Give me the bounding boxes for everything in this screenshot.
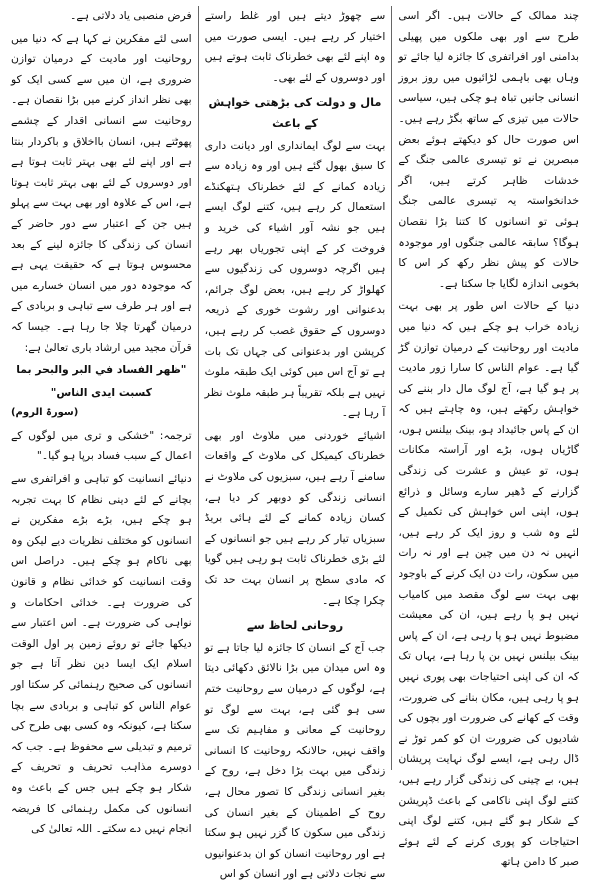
paragraph: دنیا کے حالات اس طور پر بھی بہت زیادہ خراب ہو چکے ہیں کہ دنیا میں مادیت اور روحانیت کے درمیان توازن گڑ گیا ہے۔ عوام الناس کا سارا زور مادیت پر ہو گیا ہے، آج لوگ مال دار بننے کی خواہش رکھتے ہیں، وہ چاہتے ہیں کہ ان کے پاس جائیداد ہو، بینک بیلنس ہوں، گاڑیاں ہوں، بڑے اور آراستہ مکانات ہوں، تو عیش و عشرت کی زندگی گزارنے کے ڈھیر سارے وسائل و ذرائع ہوں، اپنی اس خواہش کی تکمیل کے لئے وہ شب و روز ایک کر رہے ہیں، انہیں نہ دن میں چین ہے اور نہ رات میں سکون، رات دن ایک کرنے کے باوجود بھی بہت سے لوگ مقصد میں کامیاب نہیں ہو پا رہے ہیں، ان کی معیشت مضبوط نہیں ہو پا رہی ہے، ان کے پاس بینک بیلنس نہیں بن پا رہا ہے، یہاں تک کہ ان کی اپنی احتیاجات بھی پوری نہیں ہو پا رہی ہیں، مکان بنانے کی ضرورت، وقت کے کھانے کی ضرورت اور بچوں کی شادیوں کی ضرورت ان کو کمر توڑ نے ڈال رہی ہے، ایسے لوگ نہایت پریشان ہیں، بے چینی کی زندگی گزار رہے ہیں، کتنے لوگ اپنی ناکامی کے باعث ڈپریشن کے شکار ہو گئے ہیں، کتنے لوگ اپنی احتیاجات کو پوری کرنے کے لئے ہوئے صبر کا دامن ہاتھ [398,299,579,869]
quran-verse-line-2 [11,383,192,424]
column-right [392,6,585,869]
quran-verse-line-1: "ظهر الفساد في البر والبحر بما [16,363,187,377]
paragraph: فرض منصبی یاد دلاتی ہے۔ [70,9,192,22]
section-heading: روحانی لحاظ سے [246,618,344,633]
paragraph: اشیائے خوردنی میں ملاوٹ اور بھی خطرناک کیمیکل کی ملاوٹ کے واقعات سامنے آ رہے ہیں، سبزیوں کی ملاوٹ نے انسانی زندگی کو دوبھر کر دیا ہے، کسان زیادہ کمانے کے لئے ہائی بریڈ سبزیاں تیار کر رہے ہیں جو انسانوں کے لئے بڑی خطرناک ثابت ہو رہی ہیں گویا کہ مادی سطح پر انسان بہت حد تک چکرا چکا ہے۔ [204,428,386,607]
paragraph: جب آج کے انسان کا جائزہ لیا جاتا ہے تو وہ اس میدان میں بڑا نالائق دکھائی دیتا ہے، لوگوں کے درمیان سے روحانیت ختم سی ہو گئی ہے، بہت سے لوگ تو روحانیت کے معانی و مفاہیم تک سے واقف نہیں، حالانکہ روحانیت کا انسانی زندگی میں بہت بڑا دخل ہے، روح کے بغیر انسانی زندگی کا تصور محال ہے، روح کے اطمینان کے بغیر انسان کی زندگی میں سکون کا گزر نہیں ہو سکتا ہے اور روحانیت انسان کو ان بدعنوانیوں سے نجات دلاتی ہے اور انسان کو اس [204,640,386,881]
column-left [5,6,199,836]
quran-verse-text: كسبت ايدى الناس" [50,385,152,399]
column-middle [199,6,393,881]
translation: ترجمہ: "خشکی و تری میں لوگوں کے اعمال کے سبب فساد برپا ہو گیا۔" [10,428,192,463]
paragraph: دنیائے انسانیت کو تباہی و افراتفری سے بچانے کے لئے دینی نظام کا بہت تجربہ ہو چکے ہیں، بڑے بڑے مفکرین نے انسانوں کو مختلف نظریات دیے لیکن وہ بھی ناکام ہو چکے ہیں۔ دراصل اس وقت انسانیت کو خدائی نظام و قانون کی ضرورت ہے۔ خدائی احکامات و نواہی کی ضرورت ہے۔ اس اعتبار سے دیکھا جائے تو روئے زمین پر اول الوقت اسلام ایک ایسا دین نظر آتا ہے جو انسانوں کی صحیح رہنمائی کر سکتا اور عوام الناس کو تباہی و بربادی سے بچا سکتا ہے، کیونکہ وہ کسی بھی طرح کی ترمیم و تبدیلی سے محفوظ ہے۔ جب کہ دوسرے مذاہب تحریف و تحریف کے شکار ہو چکے ہیں جس کے باعث وہ انسانوں کی مکمل رہنمائی کا فریضہ انجام نہیں دے سکتے۔ اللہ تعالیٰ کی [10,472,192,836]
paragraph: سے چھوڑ دیتے ہیں اور غلط راستے اختیار کر رہے ہیں۔ ایسی صورت میں وہ اپنے لئے بھی خطرناک ثابت ہوتے ہیں اور دوسروں کے لئے بھی۔ [204,9,386,84]
surah-reference: (سورۃ الروم) [10,407,79,419]
paragraph: چند ممالک کے حالات ہیں۔ اگر اسی طرح سے اور بھی ملکوں میں پھیلی بدامنی اور افراتفری کا جائزہ لیا جائے تو وہاں بھی باہمی لڑائیوں میں روز بروز انسانی جانیں تباہ ہو چکی ہیں، سیاسی حالات میں تیزی کے ساتھ بگڑ رہے ہیں۔ اس صورت حال کو دیکھتے ہوئے بعض مبصرین نے تو تیسری عالمی جنگ کے خدشات ظاہر کرتے ہیں، اگر خدانخواستہ یہ تیسری عالمی جنگ ہوئی تو انسانوں کا کتنا بڑا نقصان ہوگا؟ سابقہ عالمی جنگوں اور موجودہ حالات کو پیش نظر رکھ کر اس کا بخوبی اندازہ لگایا جا سکتا ہے۔ [398,9,579,290]
paragraph: اسی لئے مفکرین نے کہا ہے کہ دنیا میں روحانیت اور مادیت کے درمیان توازن ضروری ہے، ان میں سے کسی ایک کو بھی نظر انداز کرنے میں بڑا نقصان ہے۔ روحانیت سے انسانی اقدار کے چشمے پھوٹتے ہیں، انسان بااخلاق و باکردار بنتا ہے اور اپنے لئے بھی بہتر ثابت ہوتا ہے اور دوسروں کے لئے بھی بہتر ثابت ہوتا ہے، اس کے علاوہ اور بھی بہت سے پہلو ہیں جن کے اعتبار سے دور حاضر کے انسان کی زندگی کا جائزہ لینے کے بعد محسوس ہوتا ہے کہ حقیقت یہی ہے کہ موجودہ دور میں انسان خسارے میں ہے اور ہر طرف سے تباہی و بربادی کے درمیان گھرتا چلا جا رہا ہے۔ جیسا کہ قرآن مجید میں ارشاد باری تعالیٰ ہے: [10,31,192,354]
section-heading: مال و دولت کی بڑھتی خواہش کے باعث [208,95,382,130]
paragraph: بہت سے لوگ ایمانداری اور دیانت داری کا سبق بھول گئے ہیں اور وہ زیادہ سے زیادہ کمانے کے لئے خطرناک ہتھکنڈے استعمال کر رہے ہیں، کتنے لوگ ایسے ہیں جو نشہ آور اشیاء کی خرید و فروخت کر کے اپنی تجوریاں بھر رہے ہیں اگرچہ دوسروں کی زندگیوں سے کھلواڑ کر رہے ہیں، بعض لوگ جرائم، بدعنوانی اور رشوت خوری کے ذریعہ دوسروں کے حقوق غصب کر رہے ہیں، کرپشن اور بدعنوانی کی جہاں تک بات ہے تو آج اس میں کوئی ایک طبقہ ملوث نہیں ہے بلکہ تقریباً ہر طبقہ ملوث نظر آ رہا ہے۔ [204,138,386,420]
